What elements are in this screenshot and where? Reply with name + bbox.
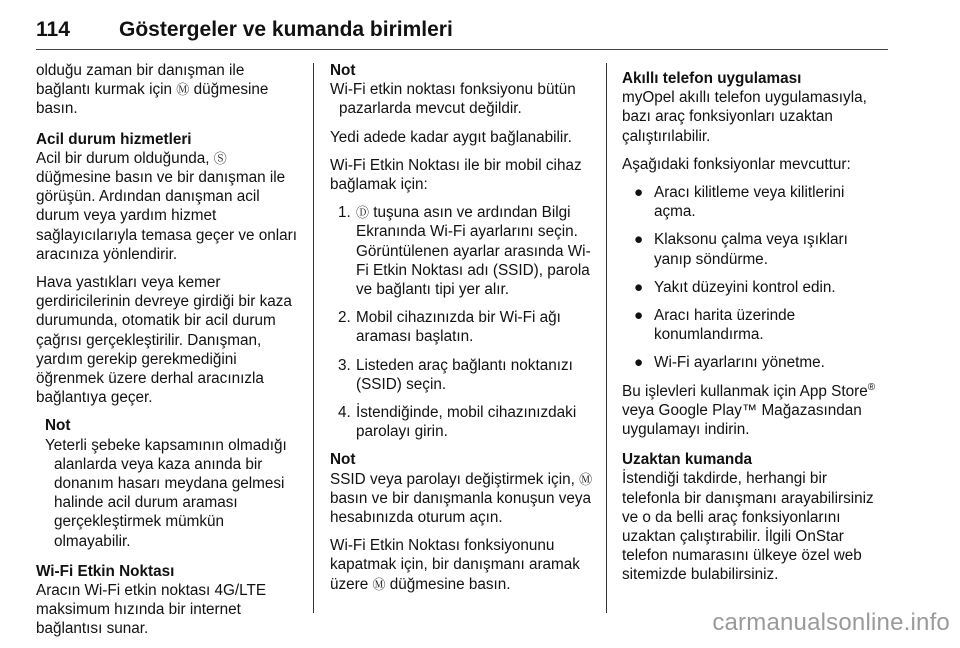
section-heading-remote: Uzaktan kumanda (622, 451, 753, 469)
wifi-availability-note (330, 61, 593, 119)
onstar-button-icon: Ⓜ (372, 576, 386, 592)
app-download-paragraph: Bu işlevleri kullanmak için App Store® veya Google Play™ Mağazasından uygulamayı indirin. (622, 381, 876, 439)
note-body: Wi-Fi etkin noktası fonksiyonu bütün pazarlarda mevcut değildir. (330, 81, 576, 118)
connect-steps-list (330, 203, 593, 441)
emergency-paragraph-2: Hava yastıkları veya kemer gerdiricilerinin devreye girdiği bir kaza durumunda, otomatik bir acil durum çağrısı gerçekleştirilir. Danışman, yardım gerekip gerekmediğini öğrenmek üzere derhal aracınızla bağlantıya geçer. (36, 274, 292, 407)
list-item: 4. İstendiğinde, mobil cihazınızdaki parolayı girin. (338, 404, 577, 441)
note-body: SSID veya parolayı değiştirmek için, Ⓜ basın ve bir danışmanla konuşun veya hesabınızda oturum açın. (330, 470, 593, 527)
onstar-button-icon: Ⓜ (579, 471, 593, 487)
note-body: Yeterli şebeke kapsamının olmadığı alanlarda veya kaza anında bir donanım hasarı meydana gelmesi halinde acil durum araması gerçekleştirmek mümkün olmayabilir. (45, 436, 287, 550)
list-item: 1. Ⓓ tuşuna asın ve ardından Bilgi Ekranında Wi-Fi ayarlarını seçin. Görüntülenen ayarlar arasında Wi-Fi Etkin Noktası adı (SSID), parola ve bağlantı tipi yer alır. (338, 204, 591, 299)
note-title: Not (45, 417, 71, 435)
list-item: ● Aracı harita üzerinde konumlandırma. (634, 307, 796, 344)
page-number: 114 (36, 18, 70, 41)
header-rule (36, 49, 888, 50)
section-heading-smartphone: Akıllı telefon uygulaması (622, 70, 802, 87)
onstar-button-icon: Ⓜ (176, 82, 190, 98)
chapter-title: Göstergeler ve kumanda birimleri (119, 18, 453, 41)
emergency-paragraph-1: Acil bir durum olduğunda, Ⓢ düğmesine basın ve bir danışman ile görüşün. Ardından danışman acil durum veya yardım hizmet sağlayıcılarıyla temasa geçer ve onları aracınıza yönlendirir. (36, 149, 298, 263)
list-item: 3. Listeden araç bağlantı noktanızı (SSID) seçin. (338, 356, 573, 393)
sos-button-icon: Ⓢ (213, 150, 227, 166)
bullet-icon: ● (634, 231, 644, 249)
bullet-icon: ● (634, 184, 644, 202)
phone-button-icon: Ⓓ (356, 205, 370, 221)
bullet-icon: ● (634, 278, 644, 296)
registered-mark: ® (867, 381, 876, 393)
note-title: Not (330, 451, 356, 469)
column-3 (622, 61, 888, 594)
functions-list (622, 183, 888, 373)
device-count-paragraph: Yedi adede kadar aygıt bağlanabilir. (330, 128, 572, 146)
column-divider-2 (606, 63, 607, 613)
smartphone-paragraph-2: Aşağıdaki fonksiyonlar mevcuttur: (622, 155, 851, 173)
ssid-note (330, 450, 593, 527)
emergency-note (36, 416, 301, 550)
column-2 (330, 61, 593, 603)
wifi-off-paragraph: Wi-Fi Etkin Noktası fonksiyonunu kapatmak için, bir danışmanı aramak üzere Ⓜ düğmesine basın. (330, 537, 580, 593)
list-item: ● Aracı kilitleme veya kilitlerini açma. (634, 184, 845, 221)
smartphone-paragraph-1: myOpel akıllı telefon uygulamasıyla, bazı araç fonksiyonları uzaktan çalıştırılabilir. (622, 89, 867, 145)
remote-paragraph-1: İstendiği takdirde, herhangi bir telefonla bir danışmanı arayabilirsiniz ve o da belli araç fonksiyonlarını uzaktan çalıştırabilir. İlgili OnStar telefon numarasını ülkeye özel web sitemizde bulabilirsiniz. (622, 470, 874, 584)
bullet-icon: ● (634, 307, 644, 325)
list-item: ● Yakıt düzeyini kontrol edin. (634, 278, 836, 296)
connect-intro-paragraph: Wi-Fi Etkin Noktası ile bir mobil cihaz bağlamak için: (330, 156, 582, 194)
wifi-paragraph-1: Aracın Wi-Fi etkin noktası 4G/LTE maksimum hızında bir internet bağlantısı sunar. (36, 582, 267, 638)
column-divider-1 (313, 63, 314, 613)
note-title: Not (330, 62, 356, 79)
section-heading-emergency: Acil durum hizmetleri (36, 130, 192, 148)
intro-paragraph: olduğu zaman bir danışman ile bağlantı kurmak için Ⓜ düğmesine basın. (36, 62, 269, 118)
bullet-icon: ● (634, 354, 644, 372)
column-1 (36, 61, 301, 648)
watermark: carmanualsonline.info (712, 609, 950, 636)
list-item: ● Klaksonu çalma veya ışıkları yanıp söndürme. (634, 231, 848, 268)
list-item: 2. Mobil cihazınızda bir Wi-Fi ağı araması başlatın. (338, 309, 561, 346)
section-heading-wifi: Wi-Fi Etkin Noktası (36, 562, 175, 580)
list-item: ● Wi-Fi ayarlarını yönetme. (634, 354, 825, 372)
